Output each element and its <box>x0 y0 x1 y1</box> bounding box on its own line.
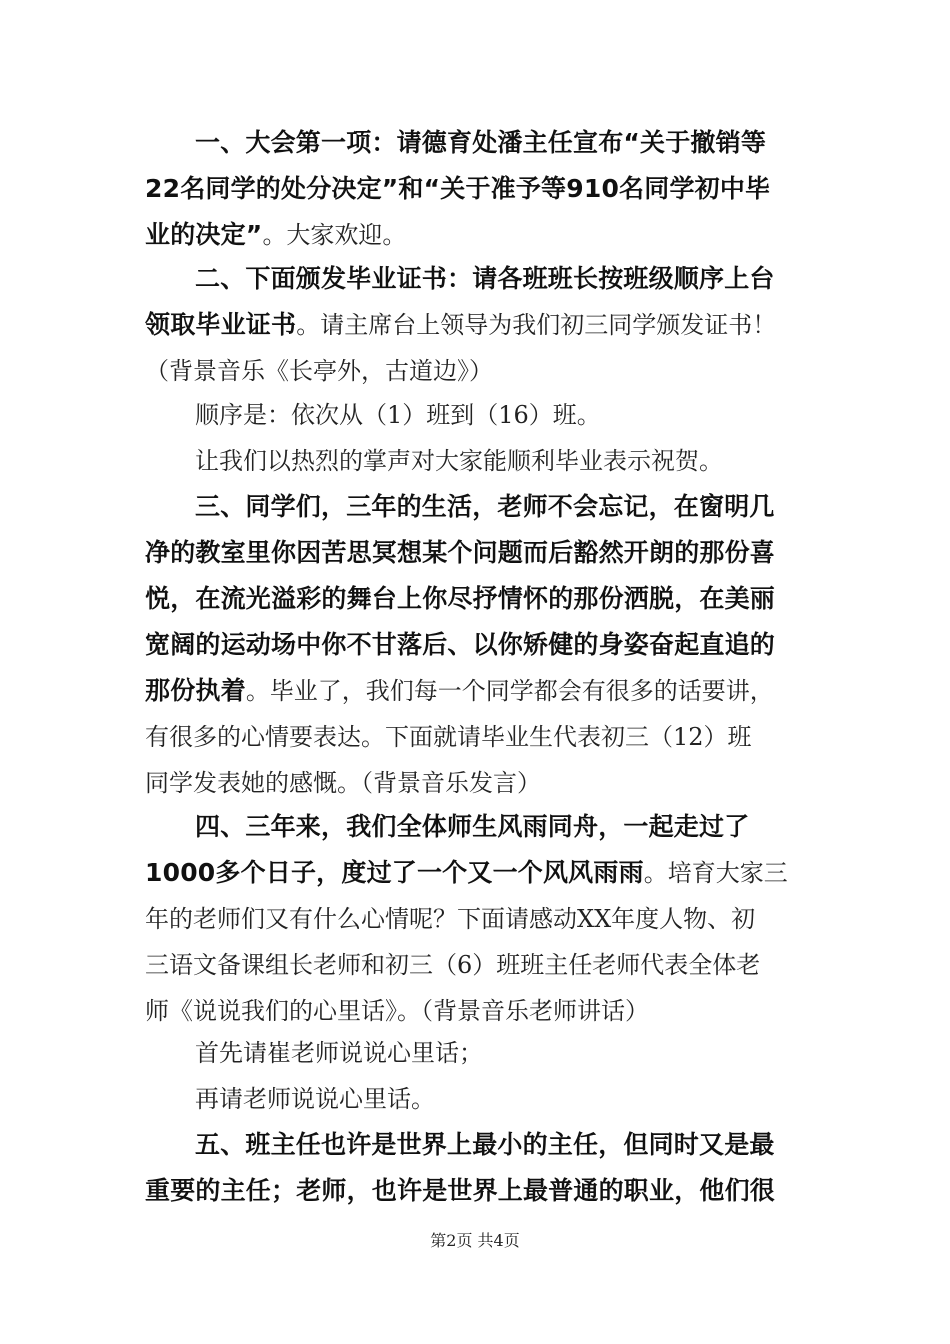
text-line <box>145 760 810 806</box>
text-run: 有很多的心情要表达。下面就请毕业生代表初三（12）班 <box>145 723 752 751</box>
text-line <box>145 166 810 212</box>
text-line <box>145 302 810 348</box>
text-run: 三、同学们，三年的生活，老师不会忘记，在窗明几 <box>195 492 775 521</box>
text-run: 二、下面颁发毕业证书：请各班班长按班级顺序上台 <box>195 264 775 293</box>
text-line <box>145 988 810 1034</box>
text-run: 首先请崔老师说说心里话； <box>195 1039 483 1067</box>
paragraph <box>145 256 810 394</box>
text-run: 四、三年来，我们全体师生风雨同舟，一起走过了 <box>195 812 750 841</box>
text-run: 。毕业了，我们每一个同学都会有很多的话要讲， <box>245 677 774 705</box>
text-run: 一、大会第一项：请德育处潘主任宣布“关于撤销等 <box>195 128 767 157</box>
text-run: 。请主席台上领导为我们初三同学颁发证书！ <box>296 311 777 339</box>
text-line <box>145 212 810 258</box>
text-run: 五、班主任也许是世界上最小的主任，但同时又是最 <box>195 1130 775 1159</box>
paragraph <box>145 1122 810 1214</box>
text-run: 让我们以热烈的掌声对大家能顺利毕业表示祝贺。 <box>195 447 723 475</box>
text-line <box>145 622 810 668</box>
text-line <box>145 942 810 988</box>
text-run: （背景音乐《长亭外，古道边》） <box>145 357 493 385</box>
paragraph <box>145 438 810 484</box>
text-run: 1000多个日子，度过了一个又一个风风雨雨 <box>145 858 644 887</box>
text-run: 三语文备课组长老师和初三（6）班班主任老师代表全体老 <box>145 951 761 979</box>
text-line <box>145 392 810 438</box>
text-line <box>145 714 810 760</box>
text-line <box>145 1076 810 1122</box>
text-run: 那份执着 <box>145 676 246 705</box>
text-line <box>145 668 810 714</box>
text-line <box>145 896 810 942</box>
text-line <box>145 1030 810 1076</box>
text-run: 年的老师们又有什么心情呢？下面请感动XX年度人物、初 <box>145 905 756 933</box>
paragraph <box>145 804 810 1034</box>
text-line <box>145 804 810 850</box>
text-run: 领取毕业证书 <box>145 310 297 339</box>
text-line <box>145 530 810 576</box>
paragraph <box>145 392 810 438</box>
text-line <box>145 120 810 166</box>
text-line <box>145 850 810 896</box>
text-line <box>145 256 810 302</box>
text-run: 顺序是：依次从（1）班到（16）班。 <box>195 401 601 429</box>
text-run: 悦，在流光溢彩的舞台上你尽抒情怀的那份洒脱，在美丽 <box>145 584 776 613</box>
text-run: 同学发表她的感慨。（背景音乐发言） <box>145 769 541 797</box>
paragraph <box>145 1076 810 1122</box>
paragraph <box>145 1030 810 1076</box>
paragraph <box>145 484 810 806</box>
text-run: 。培育大家三 <box>643 859 788 887</box>
text-run: 再请老师说说心里话。 <box>195 1085 435 1113</box>
paragraph <box>145 120 810 258</box>
text-line <box>145 576 810 622</box>
text-run: 业的决定” <box>145 220 263 249</box>
text-run: 净的教室里你因苦思冥想某个问题而后豁然开朗的那份喜 <box>145 538 776 567</box>
text-run: 宽阔的运动场中你不甘落后、以你矫健的身姿奋起直追的 <box>145 630 776 659</box>
text-run: 重要的主任；老师，也许是世界上最普通的职业，他们很 <box>145 1176 776 1205</box>
text-run: 22名同学的处分决定”和“关于准予等910名同学初中毕 <box>145 174 771 203</box>
text-line <box>145 438 810 484</box>
text-line <box>145 348 810 394</box>
text-run: 师《说说我们的心里话》。（背景音乐老师讲话） <box>145 997 649 1025</box>
page-footer: 第2页 共4页 <box>430 1231 520 1250</box>
text-line <box>145 1168 810 1214</box>
text-run: 。大家欢迎。 <box>262 221 407 249</box>
text-line <box>145 1122 810 1168</box>
text-line <box>145 484 810 530</box>
